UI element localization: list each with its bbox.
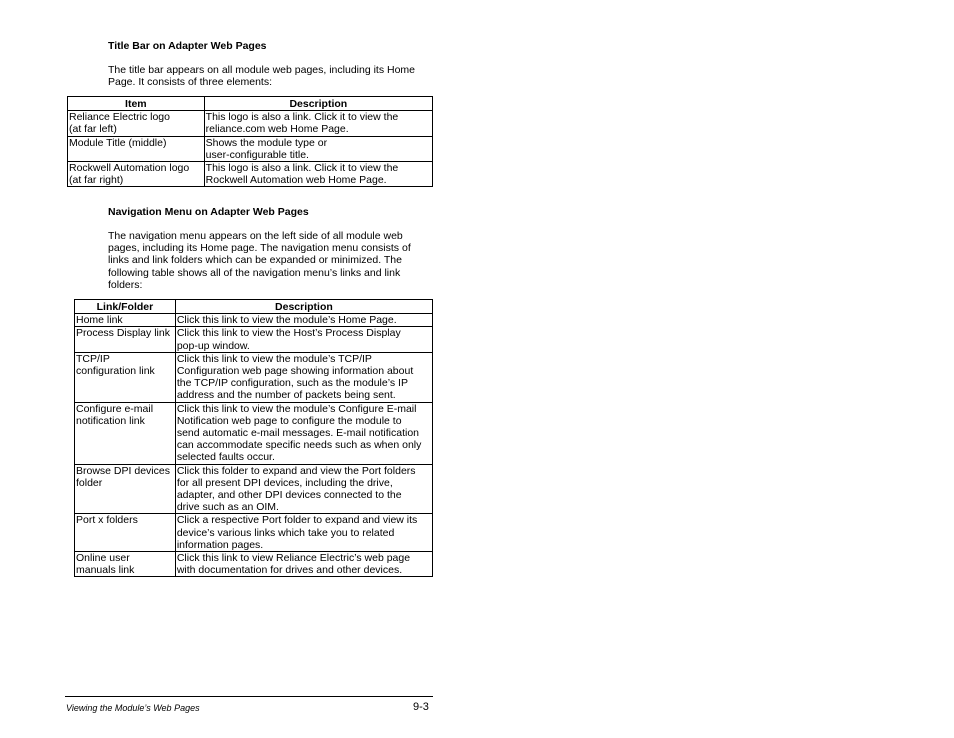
cell-line: Click this link to view the module’s Home Page. <box>176 314 397 327</box>
cell-line: TCP/IP <box>76 352 110 365</box>
cell-line: Configuration web page showing information about <box>176 365 414 378</box>
item-cell <box>75 464 176 514</box>
description-cell <box>175 327 432 352</box>
text-line: The title bar appears on all module web pages, including its Home <box>108 64 416 76</box>
cell-line: address and the number of packets being sent. <box>176 389 396 402</box>
table-row <box>75 552 433 577</box>
cell-line: folder <box>76 476 103 489</box>
description-cell <box>175 464 432 514</box>
footer-page-number: 9-3 <box>413 701 429 713</box>
cell-line: device’s various links which take you to related <box>176 526 395 539</box>
table-row <box>75 514 433 552</box>
section-heading-navigation-menu: Navigation Menu on Adapter Web Pages <box>108 206 309 218</box>
table-row <box>68 136 433 161</box>
cell-line: the TCP/IP configuration, such as the module’s IP <box>176 377 408 390</box>
table-row <box>75 327 433 352</box>
cell-line: pop-up window. <box>176 339 250 352</box>
cell-line: Click this link to view the module’s Configure E-mail <box>176 402 417 415</box>
item-cell <box>68 162 205 187</box>
description-cell <box>175 352 432 402</box>
description-cell <box>175 514 432 552</box>
item-cell <box>68 136 205 161</box>
cell-line: send automatic e-mail messages. E-mail notification <box>176 427 420 440</box>
cell-line: drive such as an OIM. <box>176 501 279 514</box>
text-line: folders: <box>108 278 143 291</box>
cell-line: Home link <box>76 314 123 327</box>
cell-line: (at far left) <box>69 123 117 136</box>
table-row <box>75 402 433 464</box>
cell-line: Click this link to view Reliance Electric’s web page <box>176 552 411 565</box>
item-cell <box>75 314 176 327</box>
text-line: links and link folders which can be expanded or minimized. The <box>108 254 402 267</box>
navigation-menu-intro <box>108 230 411 291</box>
cell-line: with documentation for drives and other devices. <box>176 564 403 577</box>
cell-line: Click this link to view the Host’s Process Display <box>176 327 401 340</box>
cell-line: Configure e-mail <box>76 402 154 415</box>
table-row <box>68 162 433 187</box>
description-cell <box>204 162 432 187</box>
table-row <box>75 314 433 327</box>
cell-line: This logo is also a link. Click it to view the <box>205 162 399 175</box>
cell-line: Reliance Electric logo <box>69 111 170 124</box>
cell-line: Browse DPI devices <box>76 464 170 477</box>
navigation-menu-table <box>74 299 433 577</box>
cell-line: Port x folders <box>76 514 138 527</box>
section-heading-title-bar: Title Bar on Adapter Web Pages <box>108 40 267 52</box>
cell-line: reliance.com web Home Page. <box>205 123 349 136</box>
description-cell <box>175 314 432 327</box>
cell-line: Rockwell Automation logo <box>69 162 190 175</box>
cell-line: Notification web page to configure the module to <box>176 414 402 427</box>
column-header-item: Item <box>68 97 205 111</box>
table-header-row <box>68 97 433 111</box>
text-line: following table shows all of the navigation menu’s links and link <box>108 266 401 279</box>
cell-line: Online user <box>76 552 130 565</box>
cell-line: can accommodate specific needs such as when only <box>176 439 422 452</box>
table-header-row <box>75 300 433 314</box>
cell-line: Click this folder to expand and view the Port folders <box>176 464 416 477</box>
footer-rule <box>65 696 433 697</box>
cell-line: selected faults occur. <box>176 451 275 464</box>
cell-line: Module Title (middle) <box>69 136 167 149</box>
cell-line: Click a respective Port folder to expand and view its <box>176 514 418 527</box>
title-bar-intro <box>108 64 415 88</box>
table-row <box>75 352 433 402</box>
cell-line: Click this link to view the module’s TCP/IP <box>176 352 372 365</box>
cell-line: Rockwell Automation web Home Page. <box>205 174 387 187</box>
cell-line: Shows the module type or <box>205 136 328 149</box>
cell-line: (at far right) <box>69 174 124 187</box>
cell-line: adapter, and other DPI devices connected to the <box>176 489 402 502</box>
item-cell <box>75 552 176 577</box>
column-header-link-folder: Link/Folder <box>75 300 176 314</box>
item-cell <box>75 327 176 352</box>
cell-line: information pages. <box>176 538 264 551</box>
description-cell <box>204 136 432 161</box>
table-row <box>75 464 433 514</box>
description-cell <box>175 552 432 577</box>
text-line: Page. It consists of three elements: <box>108 76 273 89</box>
table-row <box>68 111 433 136</box>
cell-line: for all present DPI devices, including the drive, <box>176 476 393 489</box>
footer-chapter-title: Viewing the Module’s Web Pages <box>66 703 200 713</box>
cell-line: Process Display link <box>76 327 170 340</box>
cell-line: manuals link <box>76 564 135 577</box>
description-cell <box>175 402 432 464</box>
item-cell <box>75 352 176 402</box>
cell-line: notification link <box>76 414 145 427</box>
item-cell <box>75 514 176 552</box>
text-line: The navigation menu appears on the left side of all module web <box>108 230 403 242</box>
cell-line: user-configurable title. <box>205 148 309 161</box>
item-cell <box>68 111 205 136</box>
cell-line: configuration link <box>76 365 155 378</box>
title-bar-table <box>67 96 433 187</box>
cell-line: This logo is also a link. Click it to view the <box>205 111 399 124</box>
column-header-description: Description <box>175 300 432 314</box>
text-line: pages, including its Home page. The navigation menu consists of <box>108 242 411 255</box>
column-header-description: Description <box>204 97 432 111</box>
description-cell <box>204 111 432 136</box>
item-cell <box>75 402 176 464</box>
